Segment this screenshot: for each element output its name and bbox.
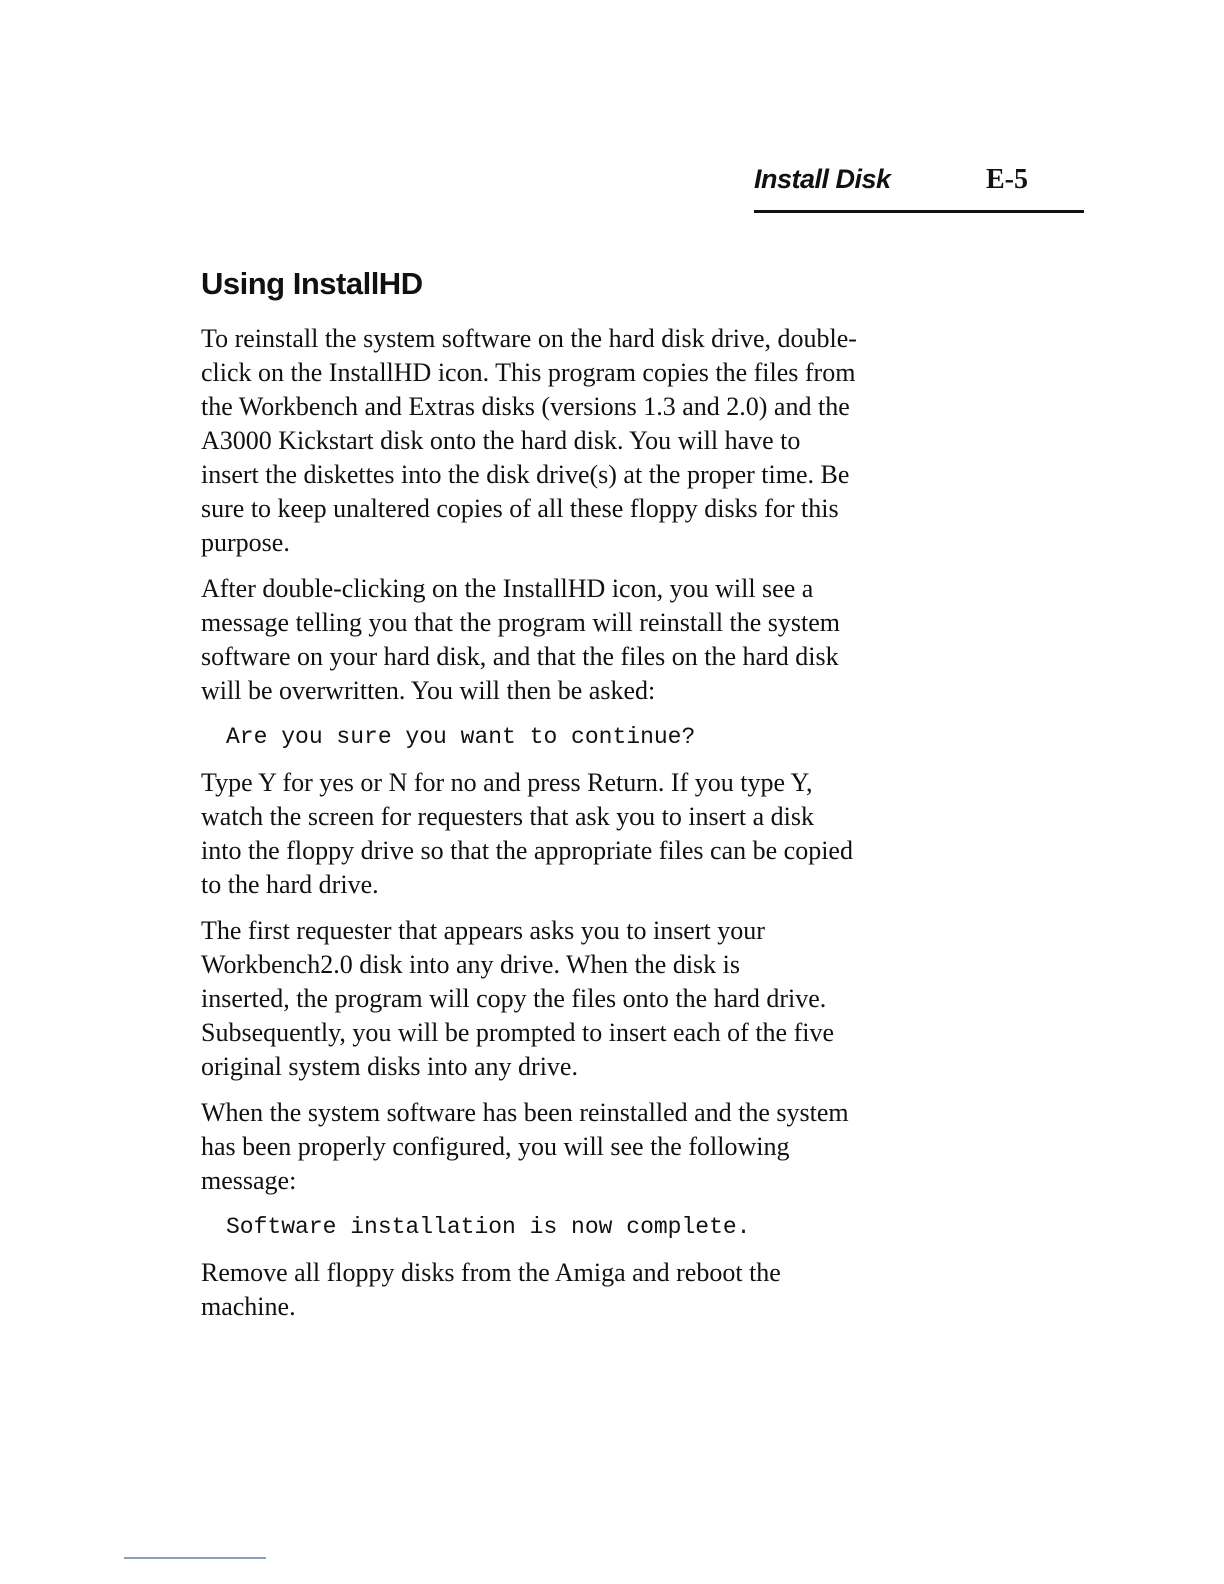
code-installation-complete: Software installation is now complete. — [226, 1214, 751, 1240]
text-line: insert the diskettes into the disk drive(s) at the proper time. Be — [201, 460, 850, 489]
text-line: click on the InstallHD icon. This program copies the files from — [201, 358, 856, 387]
text-line: A3000 Kickstart disk onto the hard disk. You will have to — [201, 426, 801, 455]
text-line: After double-clicking on the InstallHD icon, you will see a — [201, 574, 814, 603]
text-line: message: — [201, 1166, 297, 1195]
text-line: has been properly configured, you will see the following — [201, 1132, 790, 1161]
text-line: watch the screen for requesters that ask you to insert a disk — [201, 802, 814, 831]
text-line: Subsequently, you will be prompted to insert each of the five — [201, 1018, 835, 1047]
running-header — [754, 164, 1084, 213]
paragraph-reinstall-intro — [201, 322, 921, 560]
text-line: Type Y for yes or N for no and press Return. If you type Y, — [201, 768, 813, 797]
text-line: machine. — [201, 1292, 296, 1321]
text-line: into the floppy drive so that the appropriate files can be copied — [201, 836, 853, 865]
text-line: Remove all floppy disks from the Amiga and reboot the — [201, 1258, 781, 1287]
text-line: message telling you that the program will reinstall the system — [201, 608, 841, 637]
text-line: original system disks into any drive. — [201, 1052, 578, 1081]
text-line: The first requester that appears asks you to insert your — [201, 916, 765, 945]
code-continue-prompt: Are you sure you want to continue? — [226, 724, 696, 750]
text-line: software on your hard disk, and that the files on the hard disk — [201, 642, 839, 671]
text-line: the Workbench and Extras disks (versions 1.3 and 2.0) and the — [201, 392, 850, 421]
text-line: When the system software has been reinstalled and the system — [201, 1098, 849, 1127]
running-header-title: Install Disk — [754, 164, 891, 194]
page-number: E-5 — [986, 164, 1028, 195]
paragraph-reinstalled — [201, 1096, 921, 1198]
text-line: will be overwritten. You will then be asked: — [201, 676, 656, 705]
text-line: sure to keep unaltered copies of all these floppy disks for this — [201, 494, 839, 523]
text-line: purpose. — [201, 528, 290, 557]
paragraph-remove-disks — [201, 1256, 921, 1324]
text-line: Workbench2.0 disk into any drive. When the disk is — [201, 950, 741, 979]
text-line: inserted, the program will copy the files onto the hard drive. — [201, 984, 827, 1013]
text-line: to the hard drive. — [201, 870, 379, 899]
text-line: To reinstall the system software on the hard disk drive, double- — [201, 324, 857, 353]
paragraph-after-double-click — [201, 572, 921, 708]
paragraph-type-y-or-n — [201, 766, 921, 902]
paragraph-first-requester — [201, 914, 921, 1084]
footer-rule — [124, 1557, 266, 1559]
section-heading: Using InstallHD — [201, 266, 423, 301]
body-text — [201, 322, 921, 1336]
